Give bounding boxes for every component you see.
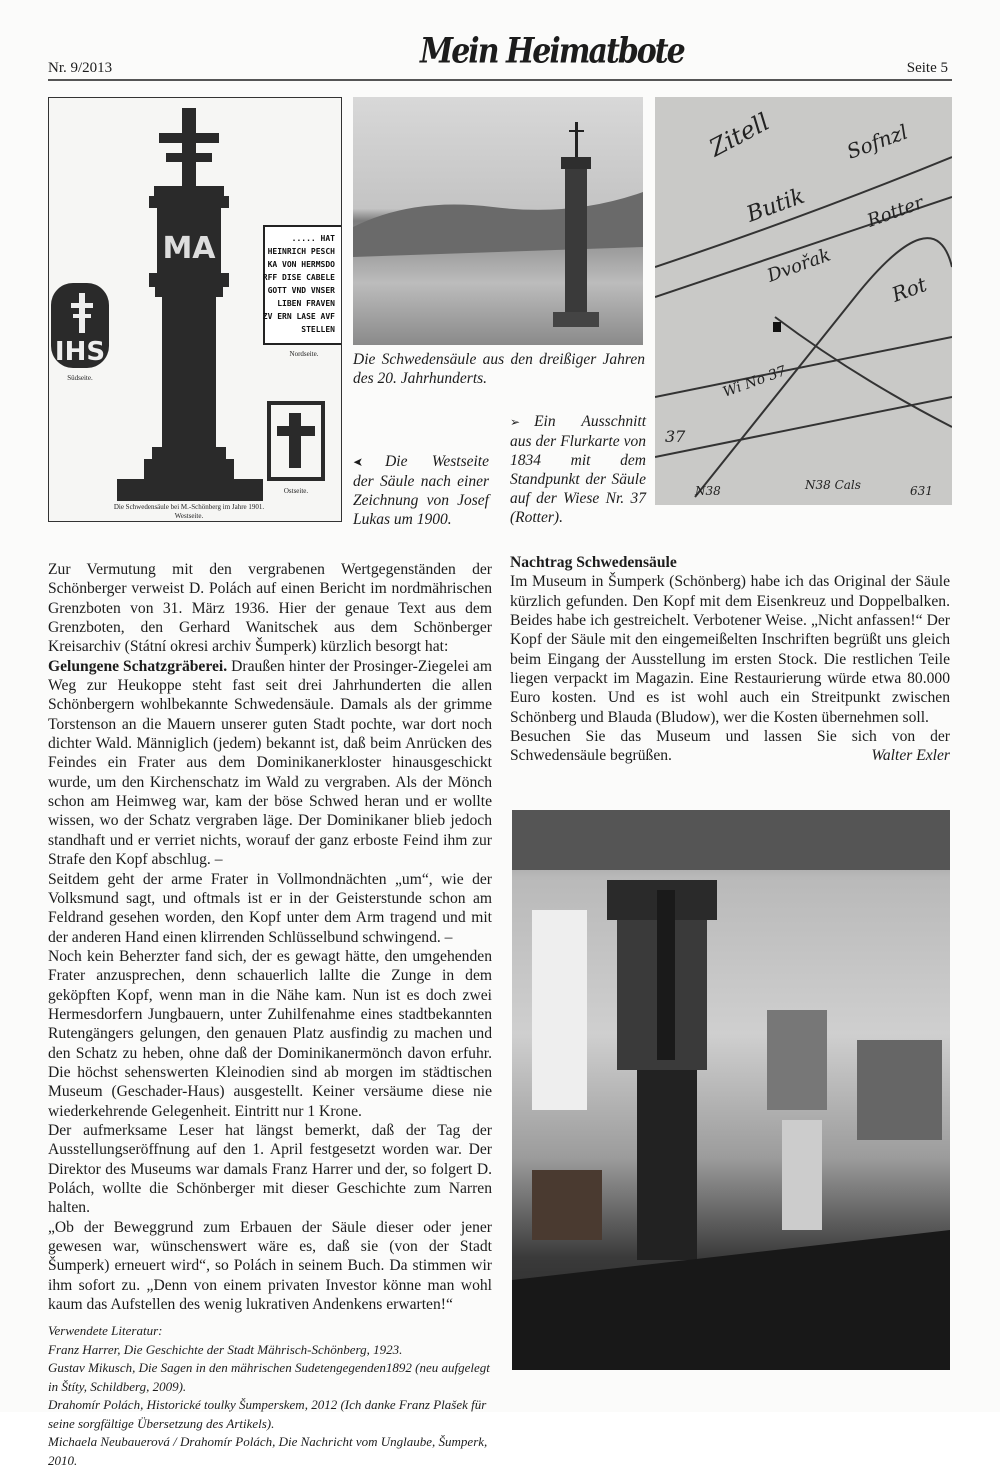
inscription-line: GOTT VND VNSER bbox=[267, 286, 335, 295]
map-label: Rotter bbox=[864, 192, 927, 232]
label-east: Ostseite. bbox=[283, 487, 309, 495]
cadastral-map-art bbox=[655, 97, 952, 505]
inscription-line: ..... HAT bbox=[291, 234, 335, 243]
map-label: Sofnzl bbox=[843, 119, 911, 164]
author-signature: Walter Exler bbox=[871, 747, 950, 765]
historic-photo bbox=[353, 97, 643, 345]
article-paragraph: Der aufmerksame Leser hat längst bemerkt, daß der Tag der Ausstellungseröffnung auf den 1. April festgesetzt worden war. Der Direktor des Museums war damals Franz Harrer und der, so folgert D. Polách, wollte die Schönberger mit dieser Geschichte zum Narren halten. bbox=[48, 1121, 492, 1217]
column-drawing bbox=[48, 97, 342, 522]
inscription-line: RFF DISE CABELE bbox=[262, 273, 335, 282]
literature-item: Gustav Mikusch, Die Sagen in den mährischen Sudetengegenden1892 (neu aufgelegt in Štíty, Schildberg, 2009). bbox=[48, 1360, 490, 1394]
article-paragraph: „Ob der Beweggrund zum Erbauen der Säule dieser oder jener gewesen war, wünschenswert wäre es, daß sie (von der Stadt Šumperk) erneuert wird“, so Polách in seinem Buch. Da stimmen wir ihm sofort zu. „Denn von einem privaten Investor könne man wohl kaum das Aufstellen des wenig lukrativen Andenkens erwarten!“ bbox=[48, 1218, 492, 1314]
article-paragraph: Seitdem geht der arme Frater in Vollmondnächten „um“, wie der Volksmund sagt, und oftmals ist er in der Geisterstunde schon am Feldrand gesehen worden, den Kopf unter dem Arm tragend und mit der anderen Hand einen klirrenden Schlüsselbund schwingend. – bbox=[48, 870, 492, 946]
map-label: Butik bbox=[743, 183, 809, 228]
article-paragraph bbox=[48, 657, 492, 870]
literature-list bbox=[48, 1322, 492, 1470]
inscription-line: HEINRICH PESCH bbox=[267, 247, 335, 256]
map-label: Zitell bbox=[704, 107, 774, 163]
masthead-logo: Mein Heimatbote bbox=[420, 31, 684, 72]
page-number: Seite 5 bbox=[906, 60, 948, 76]
inscription-line: LIBEN FRAVEN bbox=[277, 299, 335, 308]
column-drawing-art bbox=[49, 98, 341, 521]
map-caption bbox=[510, 412, 646, 527]
inscription-line: ZV ERN LASE AVF bbox=[262, 312, 335, 321]
map-label: 37 bbox=[665, 427, 686, 446]
drawing-caption bbox=[353, 452, 489, 529]
map-label: N38 bbox=[695, 484, 721, 498]
inscription-line: KA VON HERMSDO bbox=[267, 260, 335, 269]
ma-monogram: MA bbox=[162, 231, 216, 266]
map-label: Dvořak bbox=[764, 244, 834, 287]
cadastral-map bbox=[655, 97, 952, 505]
nachtrag-paragraph bbox=[510, 727, 950, 766]
nachtrag-paragraph: Im Museum in Šumperk (Schönberg) habe ich das Original der Säule kürzlich gefunden. Den Kopf mit dem Eisenkreuz und Doppelbalken. Beides habe ich gestreichelt. Verbotener Weise. „Nicht anfassen!“ Der Kopf der Säule mit den eingemeißelten Inschriften begrüßt uns gleich beim Eingang der Ausstellung im ersten Stock. Die restlichen Teile liegen verpackt im Magazin. Eine Restaurierung würde etwa 80.000 Euro kosten. Und es ist wohl auch ein Streitpunkt zwischen Schönberg und Blauda (Bludow), wer die Kosten übernehmen soll. bbox=[510, 573, 950, 726]
arrow-right-icon: ➢ bbox=[510, 415, 521, 429]
arrow-left-icon: ➤ bbox=[353, 455, 364, 469]
header-rule bbox=[48, 79, 952, 81]
nachtrag-section bbox=[510, 553, 950, 766]
column-marker bbox=[773, 322, 781, 332]
historic-photo-art bbox=[353, 97, 643, 345]
literature-title: Verwendete Literatur: bbox=[48, 1323, 163, 1339]
drawing-inner-caption: Die Schwedensäule bei M.-Schönberg im Jahre 1901. bbox=[113, 503, 265, 511]
literature-item: Drahomír Polách, Historické toulky Šumperskem, 2012 (Ich danke Franz Plašek für seine sorgfältige Übersetzung des Artikels). bbox=[48, 1397, 487, 1431]
inscription-line: STELLEN bbox=[301, 325, 335, 334]
nachtrag-title: Nachtrag Schwedensäule bbox=[510, 554, 677, 571]
article-paragraph: Noch kein Beherzter fand sich, der es gewagt hätte, den umgehenden Frater anzusprechen, denn schauerlich lallte die Zunge in dem geköpften Kopf, wenn man in die Nähe kam. Nun ist es doch zwei Hermesdorfern Jungbauern, unter Zuhilfenahme eines stadtbekannten Rutengängers gelungen, den genauen Platz ausfindig zu machen und den Schatz zu heben, ohne daß der Dominikanermönch davon erfuhr. Die höchst sehenswerten Kleinodien sind ab morgen im städtischen Museum (Geschader-Haus) ausgestellt. Keiner versäume diese nie wiederkehrende Gelegenheit. Eintritt nur 1 Krone. bbox=[48, 947, 492, 1120]
museum-photo-art bbox=[512, 810, 950, 1370]
article-paragraph: Zur Vermutung mit den vergrabenen Wertgegenständen der Schönberger verweist D. Polách auf einen Bericht im nordmährischen Grenzboten von 31. März 1936. Hier der genaue Text aus dem Grenzboten, den Gerhard Wanitschek aus dem Schönberger Kreisarchiv (Státní okresi archiv Šumperk) kürzlich besorgt hat: bbox=[48, 561, 492, 656]
map-label: 631 bbox=[910, 484, 933, 498]
nachtrag-paragraph-text: Besuchen Sie das Museum und lassen Sie sich von der Schwedensäule begrüßen. bbox=[510, 728, 950, 765]
drawing-inner-caption-sub: Westseite. bbox=[174, 512, 204, 520]
literature-item: Michaela Neubauerová / Drahomír Polách, Die Nachricht vom Unglaube, Šumperk, 2010. bbox=[48, 1434, 488, 1468]
museum-photo bbox=[512, 810, 950, 1370]
photo-caption: Die Schwedensäule aus den dreißiger Jahren des 20. Jahrhunderts. bbox=[353, 351, 645, 387]
article-paragraph-text: Draußen hinter der Prosinger-Ziegelei am Weg zur Heukoppe steht fast seit drei Jahrhunderten die allen Schönbergern wohlbekannte Schwedensäule. Damals als der grimme Torstenson an die Mauern unserer guten Stadt pochte, war dort noch dichter Wald. Männiglich (jedem) bekannt ist, daß beim Anrücken des Feindes ein Frater aus dem Dominikanerkloster hinausgeschickt wurde, um den Kirchenschatz im Wald zu vergraben. Als der Mönch schon am Heimweg war, kam der böse Schwed heran und er wollte wissen, wo der Schatz vergraben läge. Der Dominikaner blieb jedoch standhaft und er verriet nichts, worauf der ganz erboste Feind ihm zur Strafe den Kopf abschlug. – bbox=[48, 657, 492, 869]
drawing-caption-text: Die Westseite der Säule nach einer Zeichnung von Josef Lukas um 1900. bbox=[353, 453, 489, 528]
ihs-monogram: IHS bbox=[54, 337, 106, 367]
map-label: Rot bbox=[888, 272, 930, 307]
map-label: Wi No 37 bbox=[720, 363, 789, 401]
map-label: N38 Cals bbox=[805, 478, 861, 492]
label-north: Nordseite. bbox=[289, 350, 319, 358]
article-subhead: Gelungene Schatzgräberei. bbox=[48, 657, 228, 675]
article-body bbox=[48, 560, 492, 1470]
issue-number: Nr. 9/2013 bbox=[48, 60, 113, 76]
literature-item: Franz Harrer, Die Geschichte der Stadt Mährisch-Schönberg, 1923. bbox=[48, 1341, 403, 1357]
map-caption-text: Ein Ausschnitt aus der Flurkarte von 1834 mit dem Standpunkt der Säule auf der Wiese Nr. 37 (Rotter). bbox=[510, 413, 646, 526]
label-south: Südseite. bbox=[67, 374, 93, 382]
